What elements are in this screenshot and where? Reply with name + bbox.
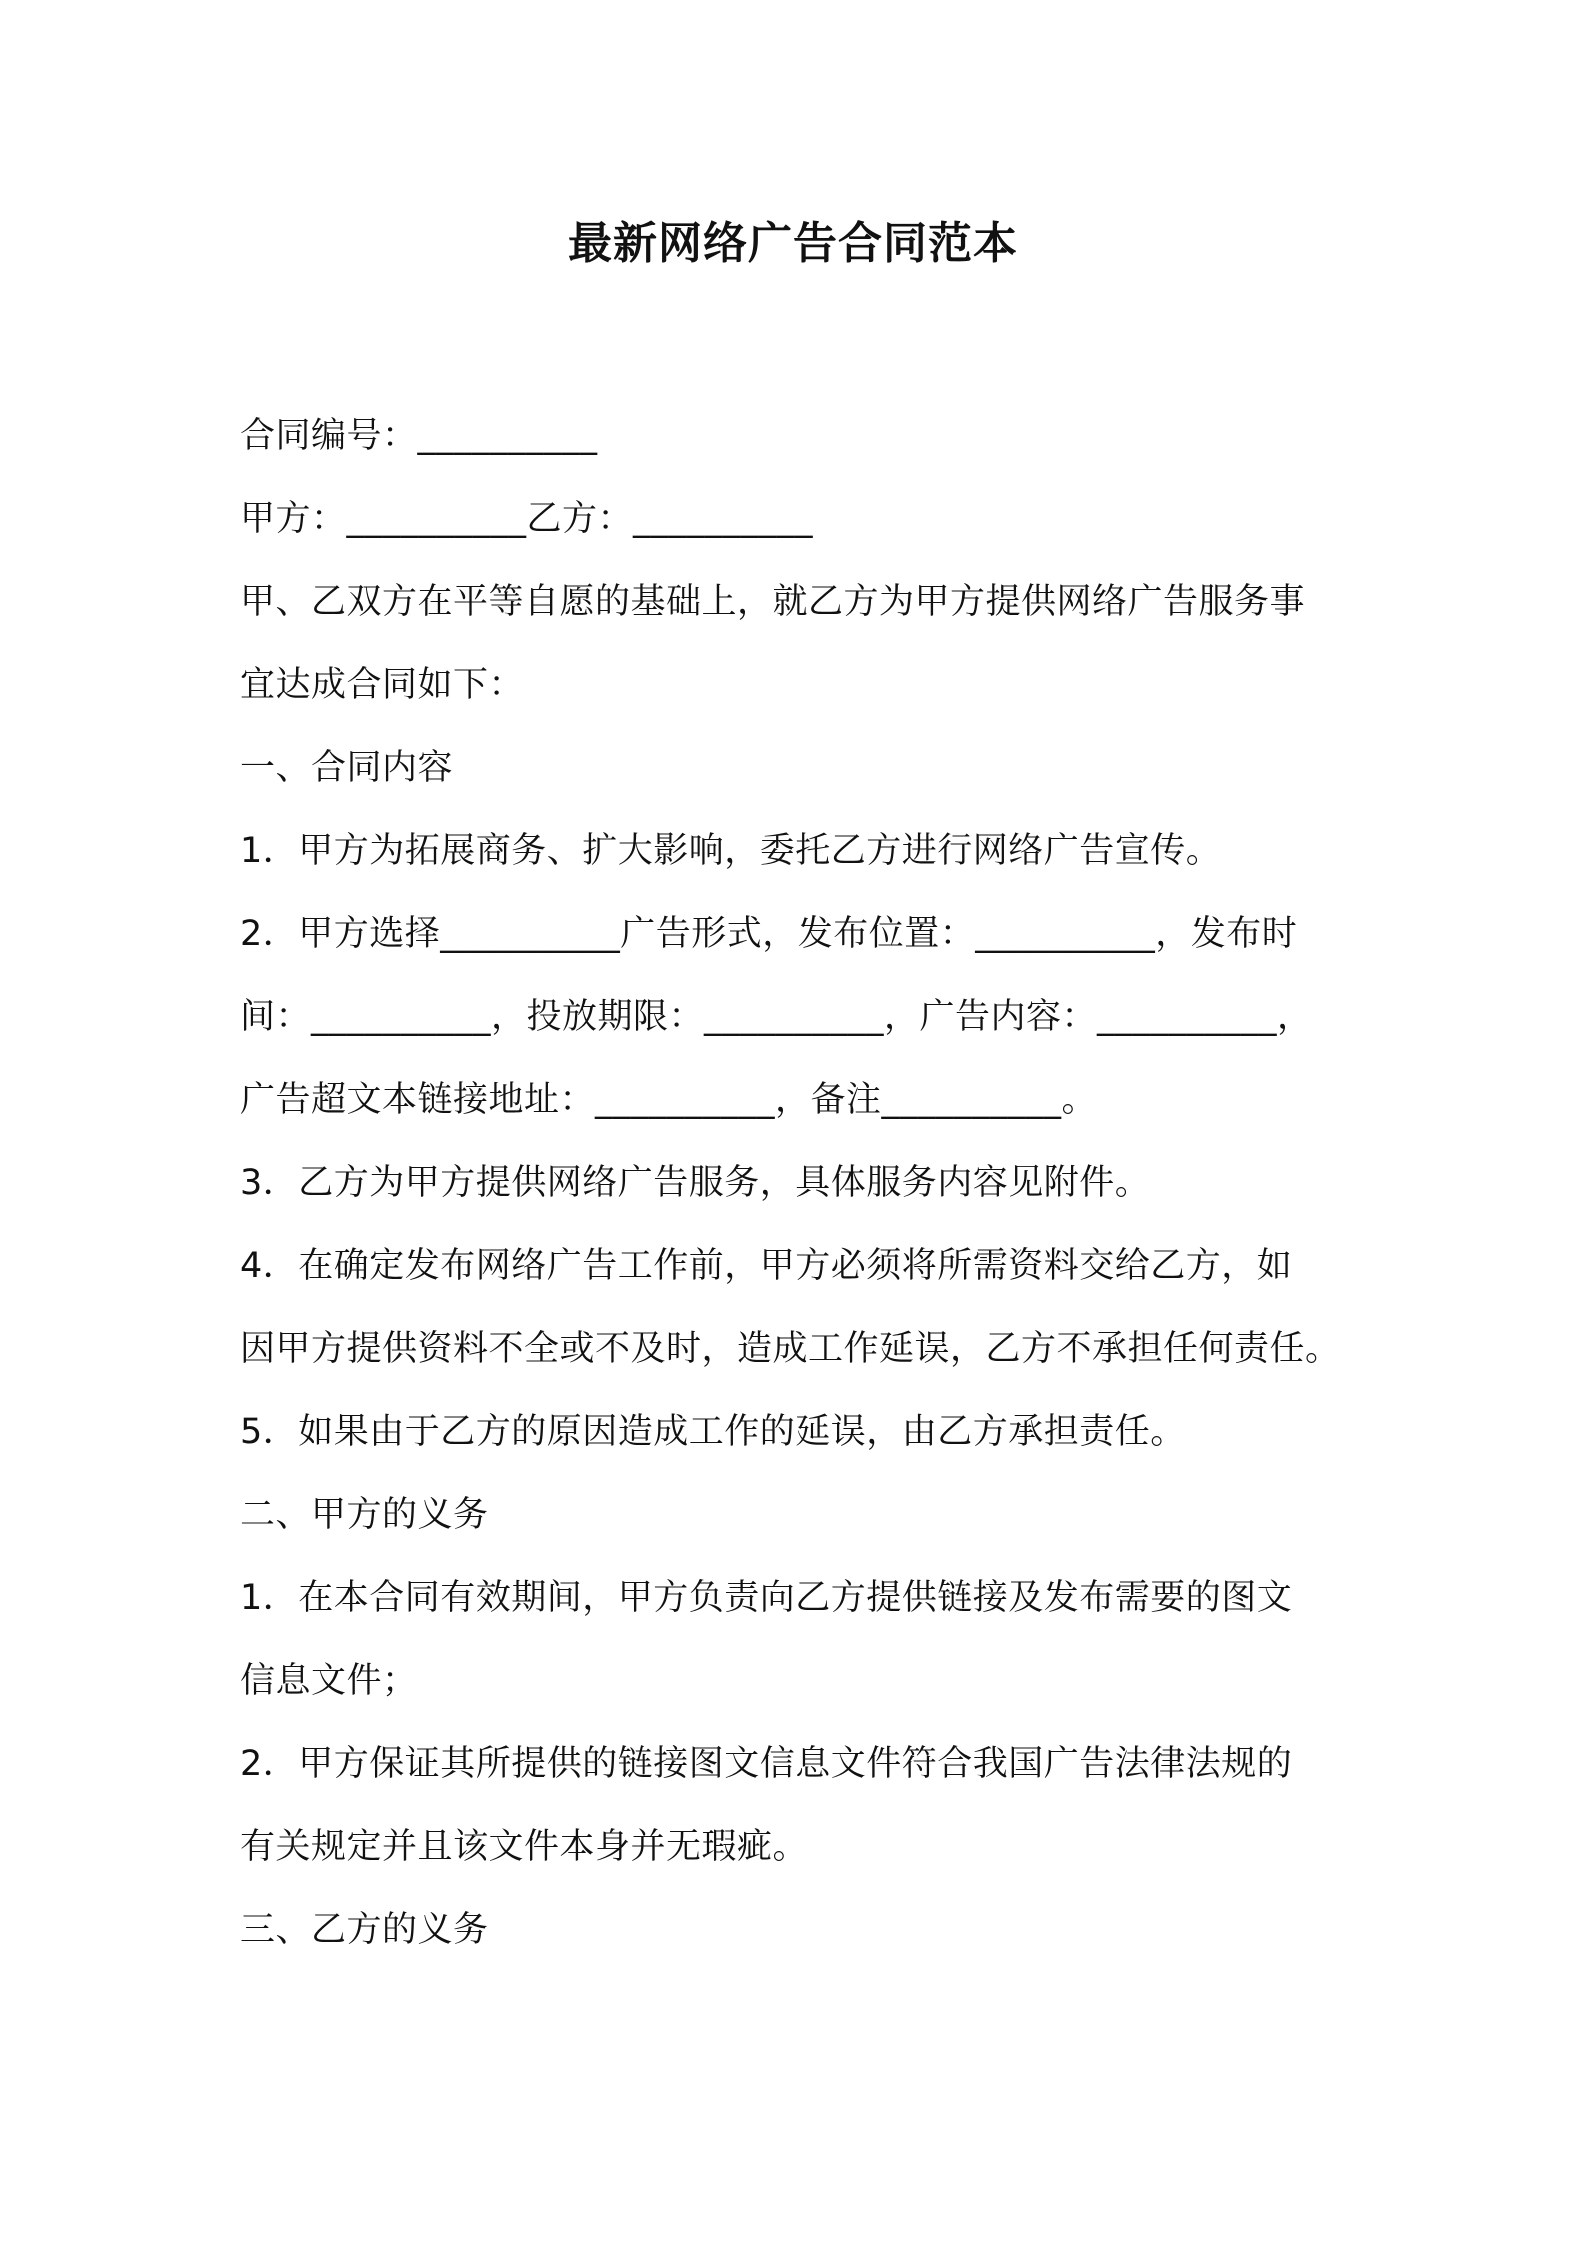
clause-1-2-line-2: 间：__________，投放期限：__________，广告内容：__________，	[240, 997, 1313, 1037]
clause-1-2-line-1: 2．甲方选择__________广告形式，发布位置：__________，发布时	[240, 914, 1298, 954]
clause-2-1-line-2: 信息文件；	[240, 1661, 418, 1701]
clause-1-2-line-3: 广告超文本链接地址：__________，备注__________。	[240, 1080, 1098, 1120]
clause-1-4-line-2: 因甲方提供资料不全或不及时，造成工作延误，乙方不承担任何责任。	[240, 1329, 1341, 1369]
clause-1-1: 1．甲方为拓展商务、扩大影响，委托乙方进行网络广告宣传。	[240, 831, 1222, 871]
document-title: 最新网络广告合同范本	[568, 218, 1018, 269]
clause-1-5: 5．如果由于乙方的原因造成工作的延误，由乙方承担责任。	[240, 1412, 1186, 1452]
clause-2-2-line-1: 2．甲方保证其所提供的链接图文信息文件符合我国广告法律法规的	[240, 1744, 1293, 1784]
clause-2-1-line-1: 1．在本合同有效期间，甲方负责向乙方提供链接及发布需要的图文	[240, 1578, 1293, 1618]
section-heading-3: 三、乙方的义务	[240, 1910, 489, 1950]
contract-number-line: 合同编号：__________	[240, 416, 598, 456]
clause-1-4-line-1: 4．在确定发布网络广告工作前，甲方必须将所需资料交给乙方，如	[240, 1246, 1293, 1286]
clause-2-2-line-2: 有关规定并且该文件本身并无瑕疵。	[240, 1827, 809, 1867]
preamble-line-2: 宜达成合同如下：	[240, 665, 525, 705]
parties-line: 甲方：__________乙方：__________	[240, 499, 814, 539]
preamble-line-1: 甲、乙双方在平等自愿的基础上，就乙方为甲方提供网络广告服务事	[240, 582, 1306, 622]
section-heading-2: 二、甲方的义务	[240, 1495, 489, 1535]
clause-1-3: 3．乙方为甲方提供网络广告服务，具体服务内容见附件。	[240, 1163, 1151, 1203]
section-heading-1: 一、合同内容	[240, 748, 454, 788]
